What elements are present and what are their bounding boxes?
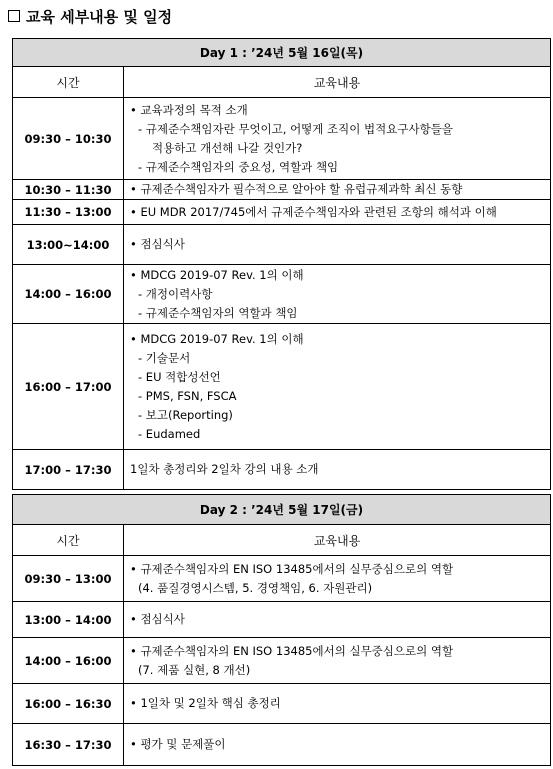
content-line: • 규제준수책임자가 필수적으로 알아야 할 유럽규제과학 최신 동향 [130, 182, 463, 196]
content-cell [124, 98, 551, 180]
table-row [13, 98, 551, 180]
table-row [13, 265, 551, 324]
time-cell: 17:00 – 17:30 [13, 450, 124, 490]
section-heading [8, 6, 172, 26]
content-line: • 평가 및 문제풀이 [130, 737, 226, 751]
table-row [13, 180, 551, 200]
time-cell: 10:30 – 11:30 [13, 180, 124, 200]
content-cell [124, 265, 551, 324]
table-row [13, 556, 551, 602]
table-row [13, 324, 551, 450]
content-cell [124, 724, 551, 766]
table-row [13, 450, 551, 490]
table-row [13, 724, 551, 766]
content-cell [124, 200, 551, 225]
day2-schedule-table [12, 494, 551, 766]
content-line: • 규제준수책임자의 EN ISO 13485에서의 실무중심으로의 역할 [130, 643, 454, 658]
day2-title: Day 2 : ’24년 5월 17일(금) [13, 495, 551, 525]
content-line: - EU 적합성선언 [138, 369, 221, 384]
day1-col-time: 시간 [13, 67, 124, 98]
content-line: (4. 품질경영시스템, 5. 경영책임, 6. 자원관리) [138, 580, 373, 595]
time-cell: 16:00 – 16:30 [13, 684, 124, 724]
day2-col-content: 교육내용 [124, 525, 551, 556]
content-cell [124, 180, 551, 200]
content-line: • 점심식사 [130, 237, 185, 251]
content-line: - 규제준수책임자란 무엇이고, 어떻게 조직이 법적요구사항들을 [138, 121, 453, 136]
table-row [13, 638, 551, 684]
content-line: • 점심식사 [130, 612, 185, 626]
content-cell [124, 556, 551, 602]
time-cell: 14:00 – 16:00 [13, 638, 124, 684]
content-line: 1일차 총정리와 2일차 강의 내용 소개 [130, 462, 319, 476]
content-line: (7. 제품 실현, 8 개선) [138, 662, 251, 677]
time-cell: 13:00 – 14:00 [13, 602, 124, 638]
table-row [13, 602, 551, 638]
content-line: • 교육과정의 목적 소개 [130, 102, 248, 117]
day1-title: Day 1 : ’24년 5월 16일(목) [13, 39, 551, 67]
table-row [13, 225, 551, 265]
time-cell: 16:00 – 17:00 [13, 324, 124, 450]
day2-col-time: 시간 [13, 525, 124, 556]
day2-header-row [13, 525, 551, 556]
day1-header-row [13, 67, 551, 98]
content-line: - 보고(Reporting) [138, 407, 233, 422]
table-row [13, 200, 551, 225]
section-title: 교육 세부내용 및 일정 [26, 7, 173, 26]
day1-title-row [13, 39, 551, 67]
time-cell: 13:00~14:00 [13, 225, 124, 265]
content-line: • 1일차 및 2일차 핵심 총정리 [130, 696, 281, 710]
content-line: - 규제준수책임자의 중요성, 역할과 책임 [138, 159, 339, 174]
content-line: • 규제준수책임자의 EN ISO 13485에서의 실무중심으로의 역할 [130, 561, 454, 576]
content-line: - Eudamed [138, 426, 201, 441]
content-cell [124, 450, 551, 490]
day2-title-row [13, 495, 551, 525]
time-cell: 11:30 – 13:00 [13, 200, 124, 225]
content-line: - PMS, FSN, FSCA [138, 388, 237, 403]
time-cell: 09:30 – 10:30 [13, 98, 124, 180]
time-cell: 14:00 – 16:00 [13, 265, 124, 324]
content-line: • MDCG 2019-07 Rev. 1의 이해 [130, 267, 304, 282]
content-line: • MDCG 2019-07 Rev. 1의 이해 [130, 331, 304, 346]
content-cell [124, 602, 551, 638]
day1-schedule-table [12, 38, 551, 490]
table-row [13, 684, 551, 724]
content-line: • EU MDR 2017/745에서 규제준수책임자와 관련된 조항의 해석과 이해 [130, 204, 497, 219]
time-cell: 16:30 – 17:30 [13, 724, 124, 766]
content-cell [124, 638, 551, 684]
content-line: - 기술문서 [138, 350, 191, 365]
content-cell [124, 225, 551, 265]
content-line: - 개정이력사항 [138, 286, 213, 301]
content-line: 적용하고 개선해 나갈 것인가? [152, 140, 303, 155]
empty-square-icon [8, 10, 20, 22]
day1-col-content: 교육내용 [124, 67, 551, 98]
content-cell [124, 324, 551, 450]
content-cell [124, 684, 551, 724]
content-line: - 규제준수책임자의 역할과 책임 [138, 305, 298, 320]
time-cell: 09:30 – 13:00 [13, 556, 124, 602]
